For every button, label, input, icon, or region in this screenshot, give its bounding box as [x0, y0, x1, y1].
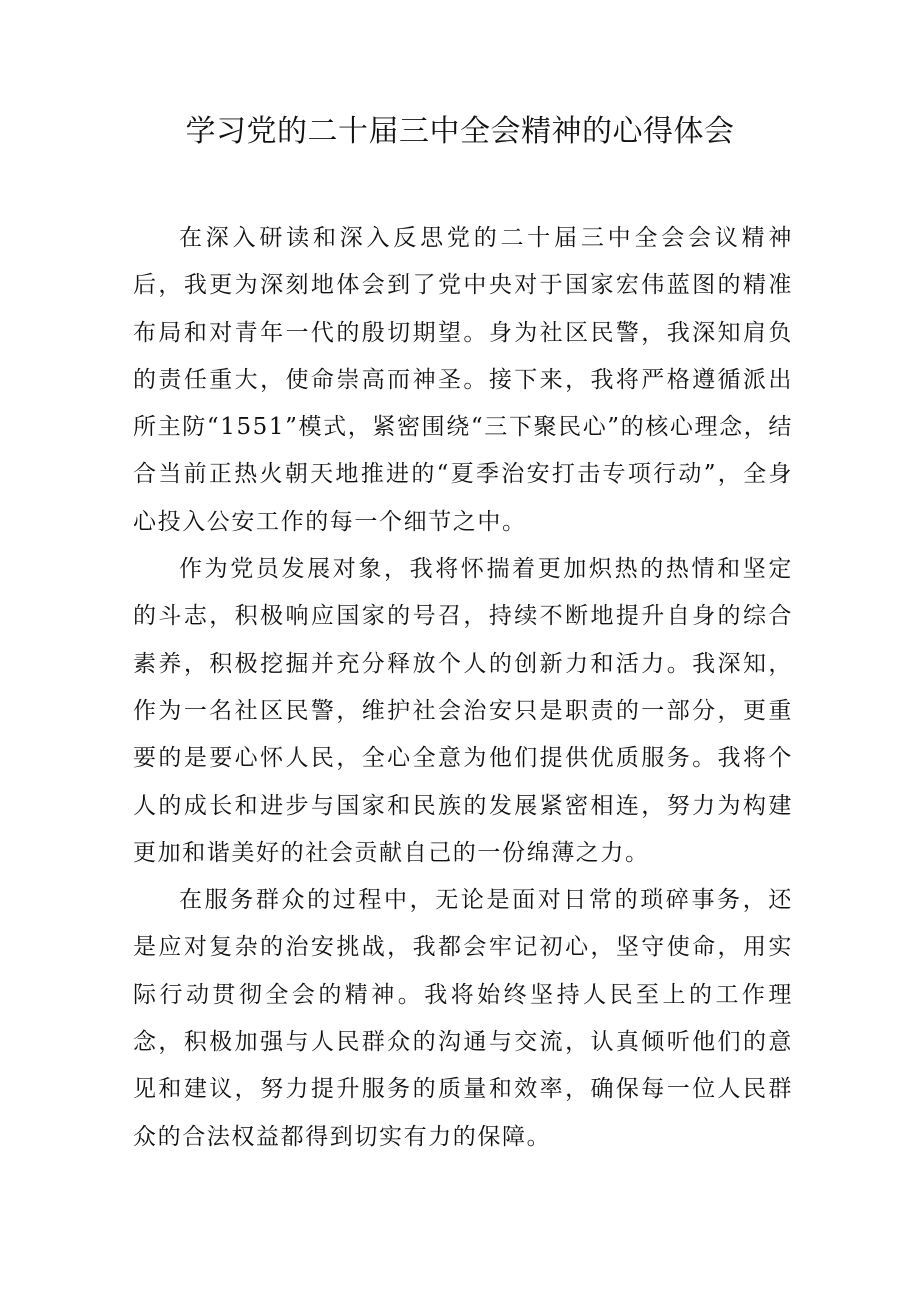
- paragraph-2: 作为党员发展对象，我将怀揣着更加炽热的热情和坚定的斗志，积极响应国家的号召，持续不断地提升自身的综合素养，积极挖掘并充分释放个人的创新力和活力。我深知，作为一名社区民警，维护社会治安只是职责的一部分，更重要的是要心怀人民，全心全意为他们提供优质服务。我将个人的成长和进步与国家和民族的发展紧密相连，努力为构建更加和谐美好的社会贡献自己的一份绵薄之力。: [133, 556, 793, 866]
- document-body: [133, 215, 793, 1161]
- paragraph-3: 在服务群众的过程中，无论是面对日常的琐碎事务，还是应对复杂的治安挑战，我都会牢记初心，坚守使命，用实际行动贯彻全会的精神。我将始终坚持人民至上的工作理念，积极加强与人民群众的沟通与交流，认真倾听他们的意见和建议，努力提升服务的质量和效率，确保每一位人民群众的合法权益都得到切实有力的保障。: [133, 887, 793, 1150]
- paragraph-1: 在深入研读和深入反思党的二十届三中全会会议精神后，我更为深刻地体会到了党中央对于国家宏伟蓝图的精准布局和对青年一代的殷切期望。身为社区民警，我深知肩负的责任重大，使命崇高而神圣。接下来，我将严格遵循派出所主防“1551”模式，紧密围绕“三下聚民心”的核心理念，结合当前正热火朝天地推进的“夏季治安打击专项行动”，全身心投入公安工作的每一个细节之中。: [133, 225, 793, 535]
- document-title: 学习党的二十届三中全会精神的心得体会: [185, 114, 735, 149]
